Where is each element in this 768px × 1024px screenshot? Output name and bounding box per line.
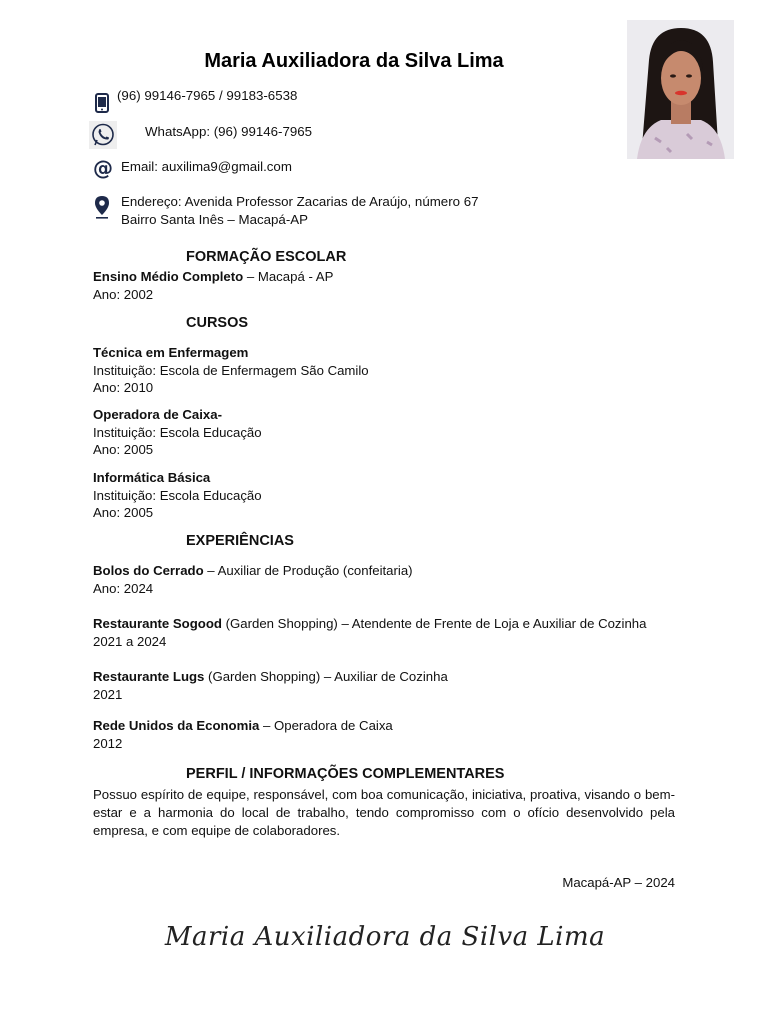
experience-item [93,615,693,650]
place-date: Macapá-AP – 2024 [562,875,675,890]
course-name: Técnica em Enfermagem [93,345,249,360]
course-institution: Instituição: Escola Educação [93,424,262,440]
experience-period: 2012 [93,735,123,751]
profile-text: Possuo espírito de equipe, responsável, com boa comunicação, iniciativa, proativa, visando o bem-estar e a harmonia do local de trabalho, tendo compromisso com o ofício desenvolvido pela empresa, e com equipe de colaboradores. [93,787,675,838]
address-line-1: Endereço: Avenida Professor Zacarias de Araújo, número 67 [121,194,479,209]
whatsapp-icon [89,121,117,149]
course-year: Ano: 2010 [93,380,154,395]
phone-text: (96) 99146-7965 / 99183-6538 [117,88,298,103]
experience-detail: (Garden Shopping) – Atendente de Frente de Loja e Auxiliar de Cozinha [221,616,647,631]
profile-section-title: PERFIL / INFORMAÇÕES COMPLEMENTARES [186,766,505,782]
experience-item [93,668,448,703]
experience-company: Restaurante Sogood [93,616,222,631]
experience-company: Restaurante Lugs [93,669,205,684]
course-institution: Instituição: Escola Educação [93,487,262,503]
course-name: Operadora de Caixa- [93,407,222,422]
email-text: Email: auxilima9@gmail.com [121,159,292,174]
at-sign-icon [92,157,114,179]
experience-period: Ano: 2024 [93,580,154,596]
courses-section-title: CURSOS [186,315,249,331]
experience-detail: (Garden Shopping) – Auxiliar de Cozinha [204,669,448,684]
location-pin-icon [92,194,112,220]
experience-detail: – Operadora de Caixa [259,718,393,733]
experience-section-title: EXPERIÊNCIAS [186,533,294,549]
course-year: Ano: 2005 [93,442,154,457]
profile-photo [627,20,734,159]
experience-item [93,717,393,752]
course-year: Ano: 2005 [93,505,154,520]
course-name: Informática Básica [93,470,211,485]
resume-name-title: Maria Auxiliadora da Silva Lima [204,50,504,72]
whatsapp-text: WhatsApp: (96) 99146-7965 [145,124,313,139]
course-institution: Instituição: Escola de Enfermagem São Camilo [93,362,369,378]
experience-period: 2021 a 2024 [93,633,167,649]
education-year: Ano: 2002 [93,287,154,302]
phone-icon [93,92,111,114]
course-item [93,469,262,522]
experience-company: Bolos do Cerrado [93,563,204,578]
experience-company: Rede Unidos da Economia [93,718,260,733]
signature: Maria Auxiliadora da Silva Lima [164,922,606,952]
course-item [93,344,369,397]
education-level: Ensino Médio Completo [93,269,244,284]
experience-period: 2021 [93,686,123,702]
education-entry [93,268,333,286]
experience-detail: – Auxiliar de Produção (confeitaria) [203,563,413,578]
portrait-image [627,20,734,159]
course-item [93,406,262,459]
address-line-2: Bairro Santa Inês – Macapá-AP [121,212,308,227]
education-location: – Macapá - AP [243,269,334,284]
svg-text:@: @ [93,157,113,179]
education-section-title: FORMAÇÃO ESCOLAR [186,249,347,265]
experience-item [93,562,413,597]
